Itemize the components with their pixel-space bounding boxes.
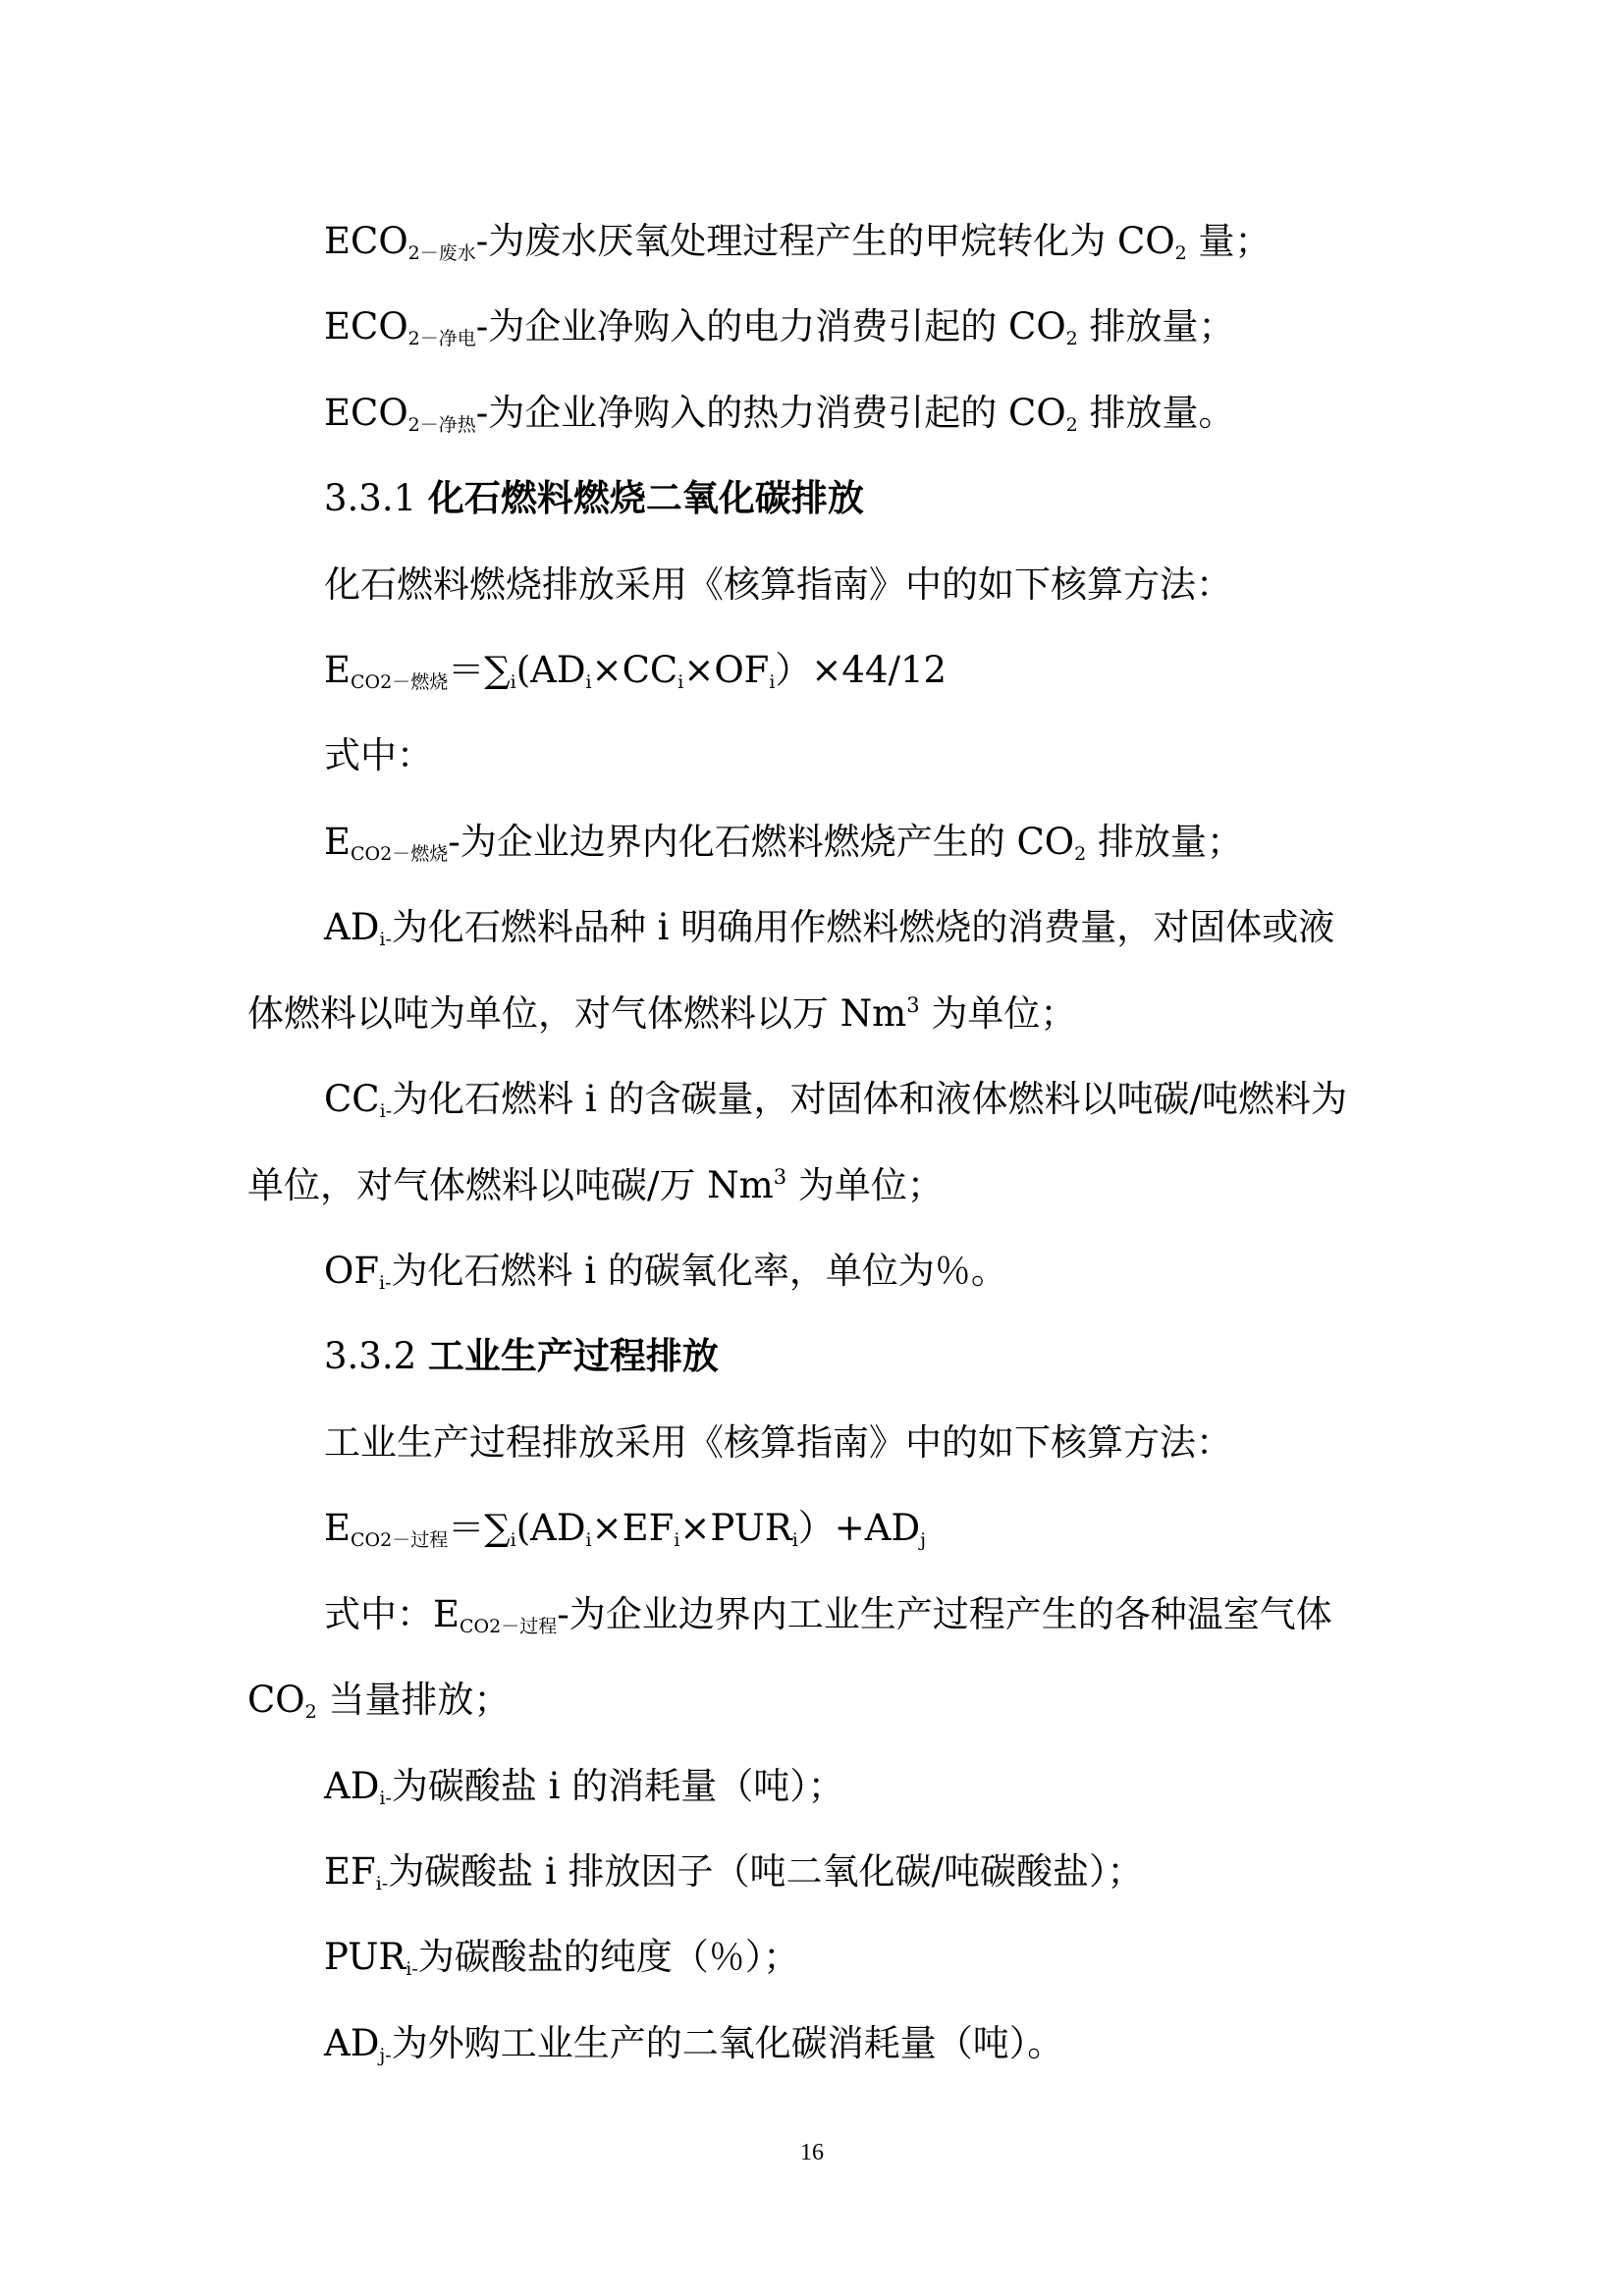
text: -为企业净购入的热力消费引起的 CO (475, 392, 1066, 434)
text: 排放量； (1077, 305, 1235, 347)
subscript: CO2－燃烧 (351, 671, 449, 693)
subscript: j (920, 1529, 927, 1551)
section-title: 化石燃料燃烧二氧化碳排放 (427, 477, 864, 519)
paragraph-continuation (247, 1162, 944, 1209)
subscript: i- (379, 929, 392, 950)
definition-of-i (324, 1248, 1007, 1295)
text: -为废水厌氧处理过程产生的甲烷转化为 CO (475, 220, 1175, 262)
definition-ad-i-carbonate (324, 1763, 844, 1810)
text: PUR (324, 1936, 406, 1978)
subscript: i (674, 1529, 680, 1551)
text: 为化石燃料 i 的碳氧化率，单位为％。 (391, 1250, 1007, 1292)
definition-pur-i (324, 1934, 799, 1981)
subscript: i- (406, 1958, 418, 1980)
text: E (324, 1507, 352, 1549)
page-number: 16 (800, 2140, 824, 2165)
definition-eco2-wastewater (324, 218, 1272, 265)
text: 为单位； (919, 992, 1077, 1035)
subscript: i (510, 671, 516, 693)
text: 为碳酸盐 i 的消耗量（吨）； (391, 1765, 844, 1807)
text: ×OF (683, 649, 770, 691)
subscript: 2 (1065, 328, 1078, 349)
subscript: i (769, 671, 776, 693)
text: ×PUR (679, 1507, 792, 1549)
text: 量； (1186, 220, 1272, 262)
text: 工业生产过程排放采用《核算指南》中的如下核算方法： (324, 1421, 1232, 1464)
text: 为化石燃料 i 的含碳量，对固体和液体燃料以吨碳/吨燃料为 (392, 1078, 1347, 1120)
subscript: 2－废水 (407, 242, 476, 264)
text: ＝∑ (448, 649, 511, 691)
subscript: CO2－过程 (460, 1616, 558, 1637)
subscript: i (585, 1529, 592, 1551)
text: 为碳酸盐的纯度（％）； (417, 1936, 800, 1978)
subscript: CO2－燃烧 (351, 843, 449, 865)
text: ＝∑ (448, 1507, 511, 1549)
text: 单位，对气体燃料以吨碳/万 Nm (247, 1164, 774, 1206)
text: 为单位； (786, 1164, 944, 1206)
section-number: 3.3.2 (324, 1335, 428, 1377)
text: 化石燃料燃烧排放采用《核算指南》中的如下核算方法： (324, 563, 1232, 606)
text: (AD (515, 1507, 586, 1549)
definition-eco2-net-electricity (324, 303, 1235, 350)
section-title: 工业生产过程排放 (427, 1335, 719, 1377)
text: 排放量。 (1077, 392, 1235, 434)
definition-eco2-combustion (324, 819, 1243, 866)
text: ）+AD (797, 1507, 921, 1549)
text: CC (324, 1078, 380, 1120)
subscript: i- (379, 1272, 392, 1294)
text: ECO (324, 220, 408, 262)
text: EF (324, 1850, 376, 1893)
subscript: 2 (1074, 843, 1087, 865)
text: 为碳酸盐 i 排放因子（吨二氧化碳/吨碳酸盐）； (388, 1850, 1144, 1893)
section-heading-3-3-1 (324, 475, 864, 522)
text: ECO (324, 305, 408, 347)
text: -为企业净购入的电力消费引起的 CO (475, 305, 1066, 347)
text: (AD (515, 649, 586, 691)
text: OF (324, 1250, 380, 1292)
text: ×EF (591, 1507, 675, 1549)
paragraph-continuation (247, 1677, 511, 1724)
text: 式中：E (324, 1593, 460, 1635)
definition-ad-j (324, 2020, 1063, 2067)
text: AD (324, 2022, 380, 2064)
text: AD (324, 1765, 380, 1807)
subscript: i- (375, 1873, 389, 1895)
subscript: i (585, 671, 592, 693)
subscript: 2 (304, 1701, 317, 1723)
text: ）×44/12 (775, 649, 947, 691)
text: AD (324, 906, 380, 948)
subscript: i (510, 1529, 516, 1551)
subscript: 2－净电 (407, 328, 476, 349)
subscript: i- (379, 1100, 393, 1122)
text: ECO (324, 392, 408, 434)
formula-process (324, 1505, 926, 1552)
section-number: 3.3.1 (324, 477, 428, 519)
text: 为化石燃料品种 i 明确用作燃料燃烧的消费量，对固体或液 (391, 906, 1335, 948)
text: 为外购工业生产的二氧化碳消耗量（吨）。 (391, 2022, 1064, 2064)
text: 式中： (324, 734, 433, 776)
paragraph (324, 732, 433, 779)
paragraph (324, 561, 1232, 609)
subscript: i (791, 1529, 798, 1551)
superscript: 3 (906, 993, 920, 1017)
definition-eco2-net-heat (324, 390, 1235, 437)
definition-ad-i (324, 904, 1334, 951)
text: 排放量； (1086, 821, 1243, 863)
definition-eco2-process (324, 1591, 1332, 1638)
superscript: 3 (773, 1165, 787, 1189)
text: E (324, 821, 352, 863)
text: ×CC (591, 649, 678, 691)
formula-combustion (324, 647, 947, 694)
text: CO (247, 1679, 305, 1721)
section-heading-3-3-2 (324, 1333, 719, 1380)
subscript: 2 (1065, 414, 1078, 436)
subscript: i- (379, 1788, 392, 1809)
subscript: j- (379, 2045, 392, 2066)
subscript: i (677, 671, 684, 693)
subscript: 2－净热 (407, 414, 476, 436)
paragraph (324, 1419, 1232, 1467)
text: -为企业边界内化石燃料燃烧产生的 CO (448, 821, 1075, 863)
definition-ef-i (324, 1848, 1144, 1896)
subscript: 2 (1174, 242, 1187, 264)
subscript: CO2－过程 (351, 1529, 449, 1551)
definition-cc-i (324, 1076, 1347, 1123)
paragraph-continuation (247, 990, 1076, 1038)
text: 体燃料以吨为单位，对气体燃料以万 Nm (247, 992, 907, 1035)
text: 当量排放； (316, 1679, 511, 1721)
text: E (324, 649, 352, 691)
text: -为企业边界内工业生产过程产生的各种温室气体 (557, 1593, 1332, 1635)
